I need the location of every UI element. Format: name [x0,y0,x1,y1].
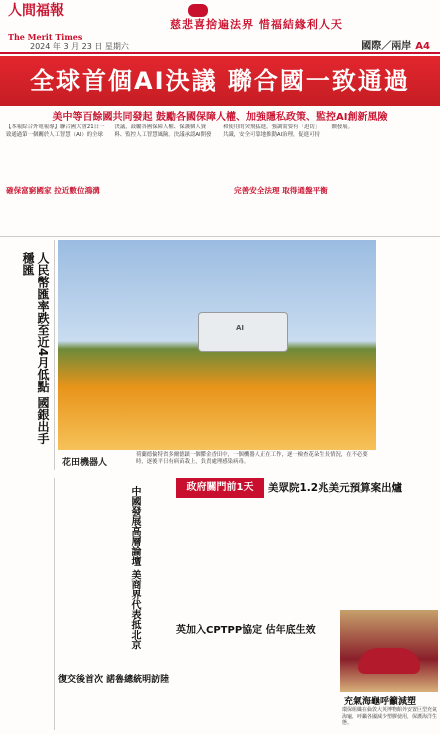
logo-english: The Merit Times [8,32,83,42]
left-lower-column [2,478,55,730]
robot-label: AI [236,324,245,332]
page-number: A4 [415,41,430,52]
photo-title: 花田機器人 [62,458,108,468]
turtle-photo-caption: 環保組織在倫敦大英博物館外安置巨型充氣海龜，呼籲各國減少塑膠使用，保護海洋生態。 [342,707,438,726]
cptpp-headline: 英加入CPTPP協定 估年底生效 [176,625,316,636]
divider [0,236,440,237]
budget-headline: 美眾院1.2兆美元預算案出爐 [268,482,403,494]
lead-body: 【本報綜合外電報導】聯合國大會21日一致通過第一個關於人工智慧（AI）的全球決議，鼓勵各國保障人權、保護個人資料、監控人工智慧風險。決議承認AI開發和使用的突飛猛進，強調需要有「迫切」共識，安全可靠地推動AI治理，促進可持續發展。 [6,124,354,138]
inflatable-turtle-shape [358,648,420,674]
slogan: 慈悲喜捨遍法界 惜福結緣利人天 [170,18,343,31]
rmb-headline: 人民幣匯率跌至近4月低點 國銀出手穩匯 [21,252,50,445]
turtle-photo-title: 充氣海龜呼籲減塑 [344,697,417,707]
subheadline: 美中等百餘國共同發起 鼓勵各國保障人權、加強隱私政策、監控AI創新風險 [52,112,388,123]
tag-digital-divide: 確保富窮國家 拉近數位鴻溝 [6,186,100,195]
lead-article [6,124,432,234]
section-bar: 政府關門前1天 [176,478,264,498]
nauru-headline: 復交後首次 諾魯總統明訪陸 [58,675,170,685]
section-label [361,37,430,52]
main-headline: 全球首個AI決議 聯合國一致通過 [0,56,440,106]
section-name: 國際／兩岸 [361,41,412,52]
tulip-field-photo [58,240,376,450]
sea-turtle-photo [340,610,438,692]
forum-headline: 中國發展高層論壇 美商界代表抵北京 [129,486,140,650]
masthead [0,0,440,54]
tag-safety-law: 完善安全法理 取得通盤平衡 [234,186,328,195]
logo: 人間福報 [8,3,64,19]
photo-caption: 荷蘭德倫特省多爾德鎮一個鬱金香田中，一個機器人正在工作，逐一檢查花朵生長情況，在不必要時，逐後平日有病苗栽上，負責處理感染病毒。 [136,452,368,465]
robot-shape [198,312,288,352]
issue-date: 2024 年 3 月 23 日 星期六 [30,42,129,51]
